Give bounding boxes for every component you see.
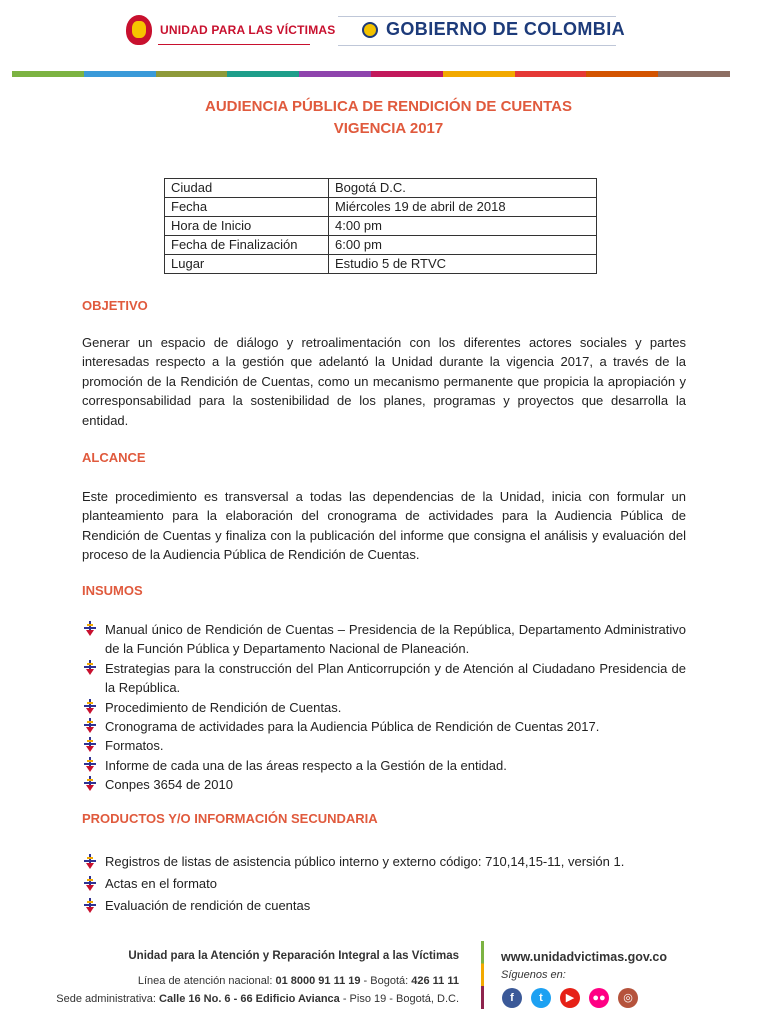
insumos-list xyxy=(82,620,686,795)
list-item: Conpes 3654 de 2010 xyxy=(82,775,686,794)
band-segment xyxy=(443,71,515,77)
row-label: Ciudad xyxy=(165,179,329,198)
arrow-bullet-icon xyxy=(84,621,96,637)
org-logo-text: UNIDAD PARA LAS VÍCTIMAS xyxy=(160,23,336,37)
list-item: Registros de listas de asistencia público interno y externo código: 710,14,15-11, versión 1. xyxy=(82,851,686,873)
band-segment xyxy=(299,71,371,77)
list-item: Evaluación de rendición de cuentas xyxy=(82,895,686,917)
band-segment xyxy=(156,71,228,77)
section-heading-objetivo: OBJETIVO xyxy=(82,298,148,313)
government-logo xyxy=(362,19,625,40)
arrow-bullet-icon xyxy=(84,737,96,753)
row-label: Hora de Inicio xyxy=(165,217,329,236)
list-item: Estrategias para la construcción del Plan Anticorrupción y de Atención al Ciudadano Presidencia de la República. xyxy=(82,659,686,698)
shield-icon xyxy=(126,15,152,45)
page-subtitle: VIGENCIA 2017 xyxy=(333,120,444,137)
row-label: Fecha xyxy=(165,198,329,217)
objetivo-paragraph: Generar un espacio de diálogo y retroalimentación con los diferentes actores sociales y partes interesadas respecto a la gestión que adelantó la Unidad durante la vigencia 2017, a través de la promoción de la Rendición de Cuentas, como un mecanismo permanente que propicia la apropiación y corresponsabilidad para la sostenibilidad de los planes, programas y proyectos que desarrolla la entidad. xyxy=(82,335,686,428)
band-segment xyxy=(84,71,156,77)
band-segment xyxy=(658,71,730,77)
list-item: Manual único de Rendición de Cuentas – Presidencia de la República, Departamento Administrativo de la Función Pública y Departamento Nacional de Planeación. xyxy=(82,620,686,659)
arrow-bullet-icon xyxy=(84,718,96,734)
productos-list xyxy=(82,851,686,917)
logo-underline xyxy=(158,44,310,45)
list-item: Procedimiento de Rendición de Cuentas. xyxy=(82,698,686,717)
follow-label: Síguenos en: xyxy=(501,969,566,981)
flickr-icon[interactable]: ●● xyxy=(589,988,609,1008)
website-link[interactable]: www.unidadvictimas.gov.co xyxy=(501,950,668,964)
list-item: Formatos. xyxy=(82,736,686,755)
seal-icon xyxy=(362,22,378,38)
table-row xyxy=(165,179,597,198)
band-segment xyxy=(371,71,443,77)
footer-address: Sede administrativa: Calle 16 No. 6 - 66 Edificio Avianca - Piso 19 - Bogotá, D.C. xyxy=(56,993,459,1005)
victims-unit-logo xyxy=(126,15,335,45)
table-row xyxy=(165,255,597,274)
arrow-bullet-icon xyxy=(84,660,96,676)
band-segment xyxy=(12,71,84,77)
gov-logo-text: GOBIERNO DE COLOMBIA xyxy=(386,19,626,39)
list-item: Informe de cada una de las áreas respecto a la Gestión de la entidad. xyxy=(82,756,686,775)
instagram-icon[interactable]: ◎ xyxy=(618,988,638,1008)
footer-divider xyxy=(481,941,484,1009)
row-label: Fecha de Finalización xyxy=(165,236,329,255)
footer-org-name: Unidad para la Atención y Reparación Integral a las Víctimas xyxy=(128,950,459,962)
row-value: 4:00 pm xyxy=(329,217,597,236)
arrow-bullet-icon xyxy=(84,876,96,892)
arrow-bullet-icon xyxy=(84,898,96,914)
row-value: Miércoles 19 de abril de 2018 xyxy=(329,198,597,217)
event-info-table xyxy=(164,178,597,274)
table-row xyxy=(165,198,597,217)
row-value: 6:00 pm xyxy=(329,236,597,255)
table-row xyxy=(165,217,597,236)
facebook-icon[interactable]: f xyxy=(502,988,522,1008)
page-title: AUDIENCIA PÚBLICA DE RENDICIÓN DE CUENTAS xyxy=(205,98,572,115)
arrow-bullet-icon xyxy=(84,699,96,715)
list-item: Actas en el formato xyxy=(82,873,686,895)
row-label: Lugar xyxy=(165,255,329,274)
band-segment xyxy=(586,71,658,77)
twitter-icon[interactable]: t xyxy=(531,988,551,1008)
band-segment xyxy=(227,71,299,77)
row-value: Estudio 5 de RTVC xyxy=(329,255,597,274)
youtube-icon[interactable]: ▶ xyxy=(560,988,580,1008)
alcance-paragraph: Este procedimiento es transversal a todas las dependencias de la Unidad, inicia con formular un planteamiento para la elaboración del cronograma de actividades para la Audiencia Pública de Rendición de Cuentas y finaliza con la publicación del informe que consigna el análisis y evaluación del proceso de la Audiencia Pública de Rendición de Cuentas. xyxy=(82,489,686,563)
arrow-bullet-icon xyxy=(84,776,96,792)
section-heading-productos: PRODUCTOS Y/O INFORMACIÓN SECUNDARIA xyxy=(82,811,378,826)
color-band xyxy=(12,71,730,77)
table-row xyxy=(165,236,597,255)
footer-phone-line: Línea de atención nacional: 01 8000 91 11 19 - Bogotá: 426 11 11 xyxy=(137,975,459,987)
band-segment xyxy=(515,71,587,77)
arrow-bullet-icon xyxy=(84,757,96,773)
arrow-bullet-icon xyxy=(84,854,96,870)
row-value: Bogotá D.C. xyxy=(329,179,597,198)
section-heading-alcance: ALCANCE xyxy=(82,450,146,465)
list-item: Cronograma de actividades para la Audiencia Pública de Rendición de Cuentas 2017. xyxy=(82,717,686,736)
section-heading-insumos: INSUMOS xyxy=(82,583,143,598)
